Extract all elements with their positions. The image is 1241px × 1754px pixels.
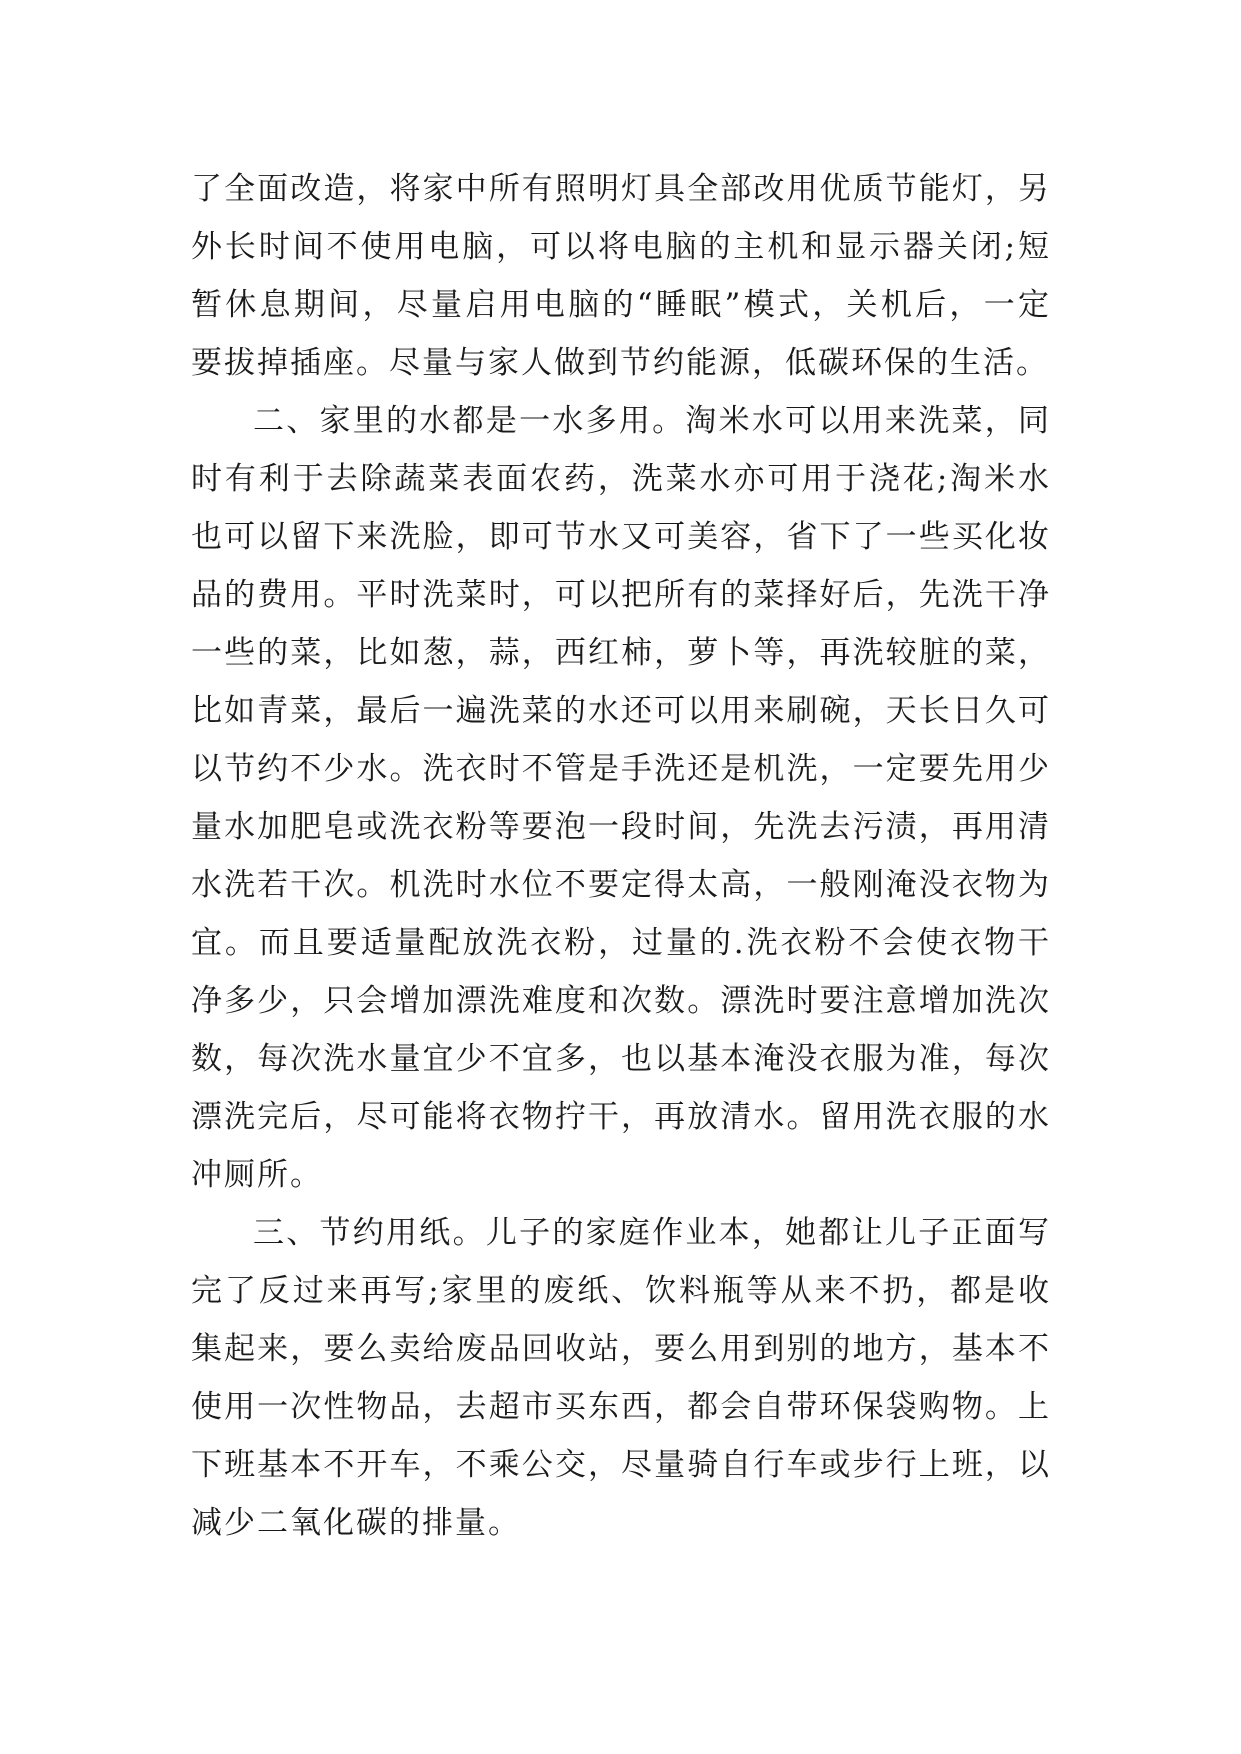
text-line: 漂洗完后，尽可能将衣物拧干，再放清水。留用洗衣服的水 — [191, 1099, 1051, 1135]
text-line: 量水加肥皂或洗衣粉等要泡一段时间，先洗去污渍，再用清 — [191, 809, 1051, 845]
text-line: 时有利于去除蔬菜表面农药，洗菜水亦可用于浇花;淘米水 — [191, 461, 1051, 497]
text-line: 暂休息期间，尽量启用电脑的“睡眠”模式，关机后，一定 — [191, 287, 1051, 323]
document-body — [191, 160, 1051, 1552]
text-line: 三、节约用纸。儿子的家庭作业本，她都让儿子正面写 — [253, 1215, 1051, 1251]
text-line: 水洗若干次。机洗时水位不要定得太高，一般刚淹没衣物为 — [191, 867, 1051, 903]
text-line: 以节约不少水。洗衣时不管是手洗还是机洗，一定要先用少 — [191, 751, 1051, 787]
text-line: 完了反过来再写;家里的废纸、饮料瓶等从来不扔，都是收 — [191, 1273, 1051, 1309]
text-line: 宜。而且要适量配放洗衣粉，过量的.洗衣粉不会使衣物干 — [191, 925, 1051, 961]
text-line: 下班基本不开车，不乘公交，尽量骑自行车或步行上班，以 — [191, 1447, 1051, 1483]
text-line: 数，每次洗水量宜少不宜多，也以基本淹没衣服为准，每次 — [191, 1041, 1051, 1077]
paragraph-continued — [191, 160, 1051, 392]
text-line: 也可以留下来洗脸，即可节水又可美容，省下了一些买化妆 — [191, 519, 1051, 555]
text-line: 二、家里的水都是一水多用。淘米水可以用来洗菜，同 — [253, 403, 1051, 439]
text-line: 了全面改造，将家中所有照明灯具全部改用优质节能灯，另 — [191, 171, 1051, 207]
text-line: 一些的菜，比如葱，蒜，西红柿，萝卜等，再洗较脏的菜， — [191, 635, 1051, 671]
text-line: 减少二氧化碳的排量。 — [191, 1505, 521, 1541]
text-line: 使用一次性物品，去超市买东西，都会自带环保袋购物。上 — [191, 1389, 1051, 1425]
paragraph-water-saving — [191, 392, 1051, 1204]
text-line: 冲厕所。 — [191, 1157, 323, 1193]
text-line: 要拔掉插座。尽量与家人做到节约能源，低碳环保的生活。 — [191, 345, 1049, 381]
text-line: 外长时间不使用电脑，可以将电脑的主机和显示器关闭;短 — [191, 229, 1051, 265]
paragraph-paper-saving — [191, 1204, 1051, 1552]
text-line: 比如青菜，最后一遍洗菜的水还可以用来刷碗，天长日久可 — [191, 693, 1051, 729]
text-line: 净多少，只会增加漂洗难度和次数。漂洗时要注意增加洗次 — [191, 983, 1051, 1019]
text-line: 集起来，要么卖给废品回收站，要么用到别的地方，基本不 — [191, 1331, 1051, 1367]
text-line: 品的费用。平时洗菜时，可以把所有的菜择好后，先洗干净 — [191, 577, 1051, 613]
